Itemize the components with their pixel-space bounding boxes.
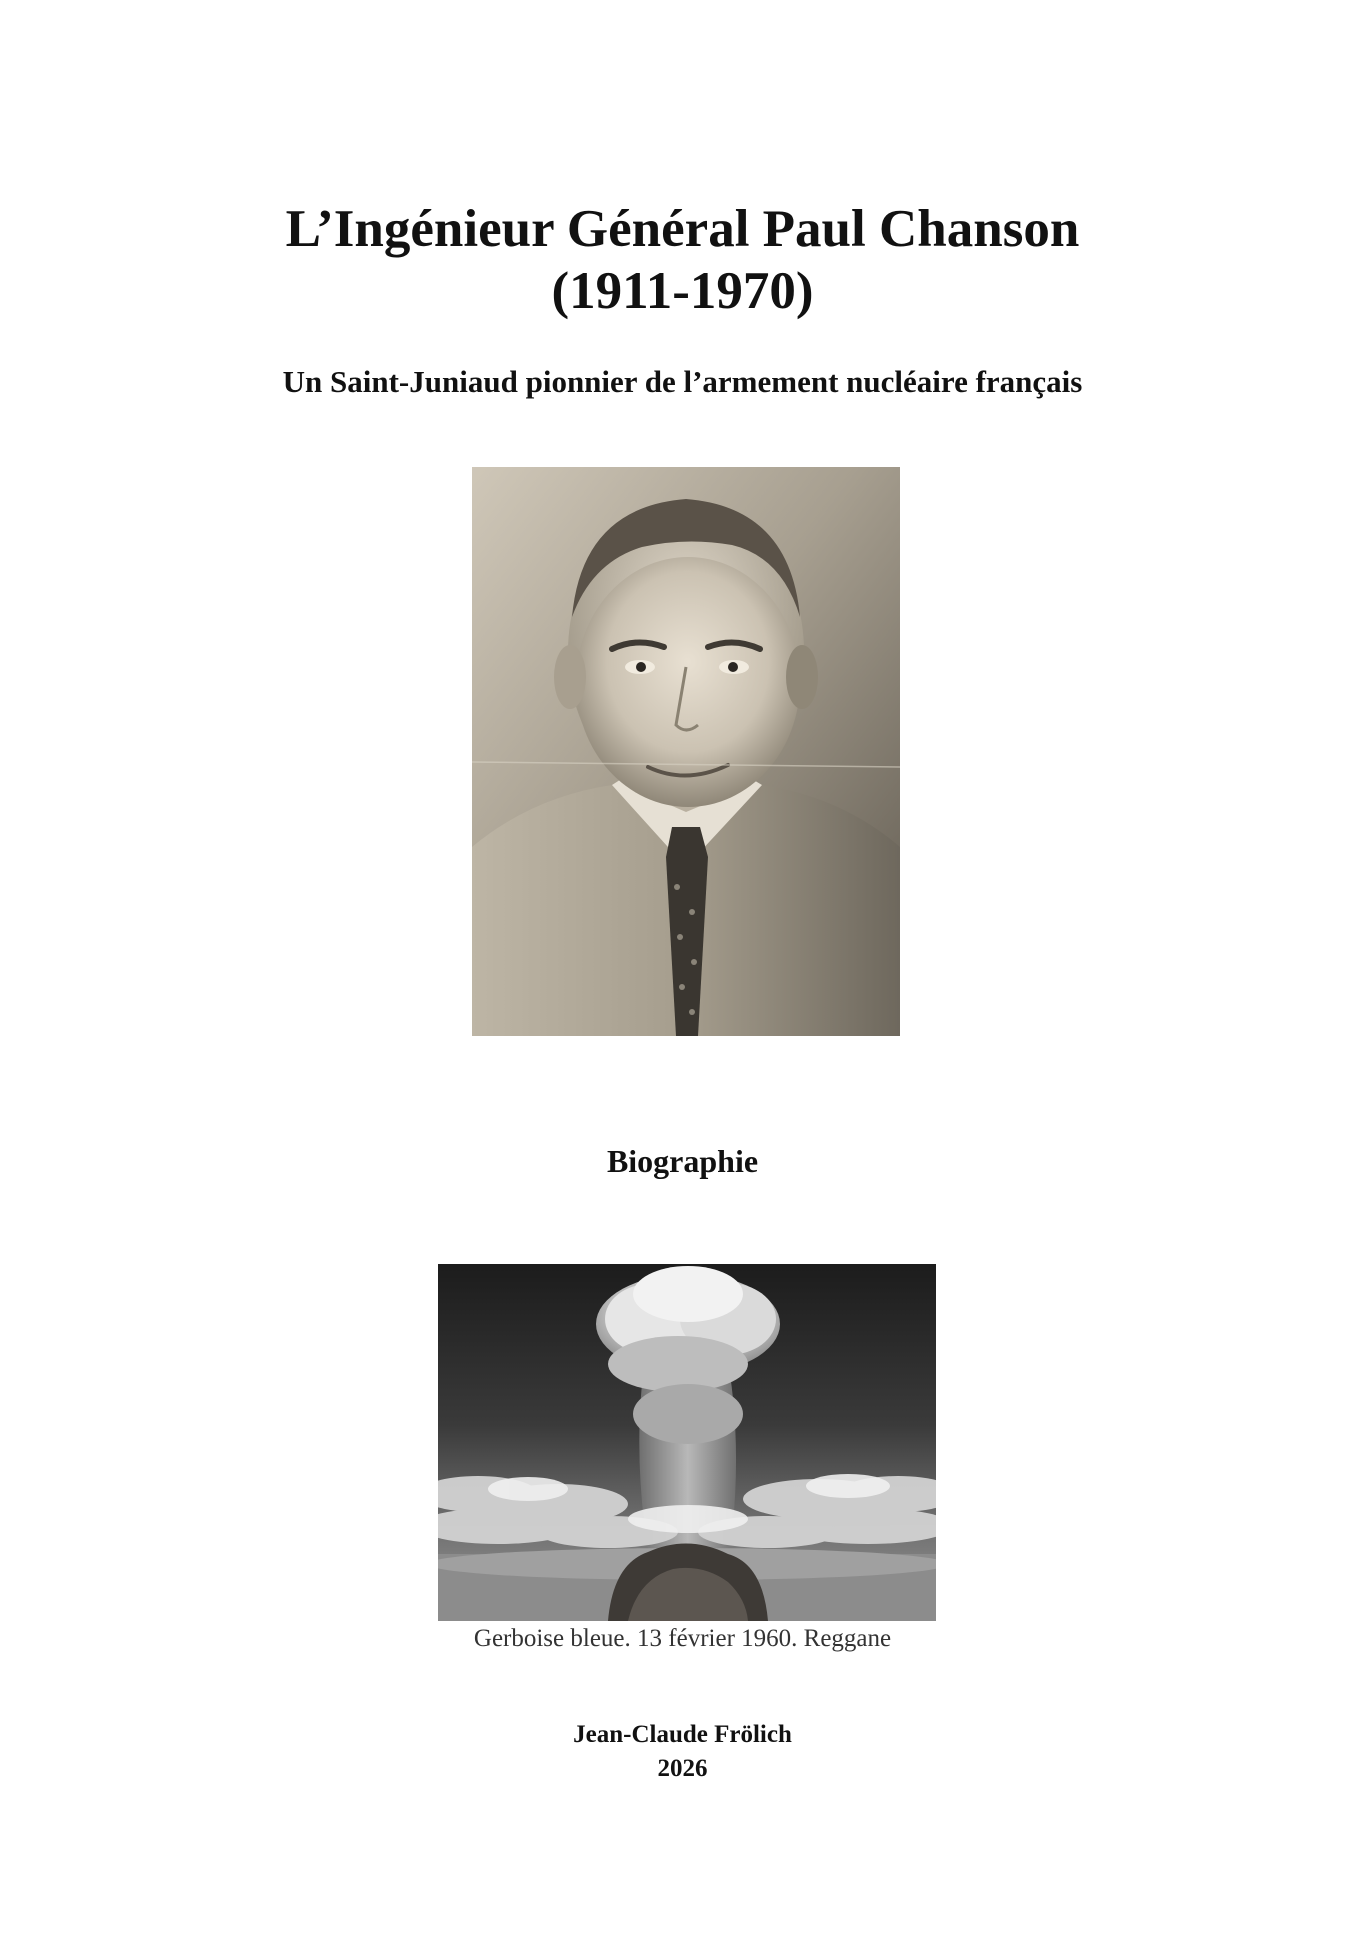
page-subtitle: Un Saint-Juniaud pionnier de l’armement nucléaire français <box>282 364 1083 399</box>
author-block <box>0 1718 1365 1786</box>
portrait-photo <box>472 467 900 1036</box>
section-label: Biographie <box>606 1143 759 1179</box>
photo-caption: Gerboise bleue. 13 février 1960. Reggane <box>473 1625 892 1652</box>
author-name: Jean-Claude Frölich <box>573 1721 792 1748</box>
title-line-dates: (1911-1970) <box>551 262 814 320</box>
mushroom-cloud-photo <box>438 1264 936 1621</box>
publication-year: 2026 <box>657 1755 708 1782</box>
page-title <box>0 198 1365 322</box>
title-line-name: L’Ingénieur Général Paul Chanson <box>285 200 1080 258</box>
